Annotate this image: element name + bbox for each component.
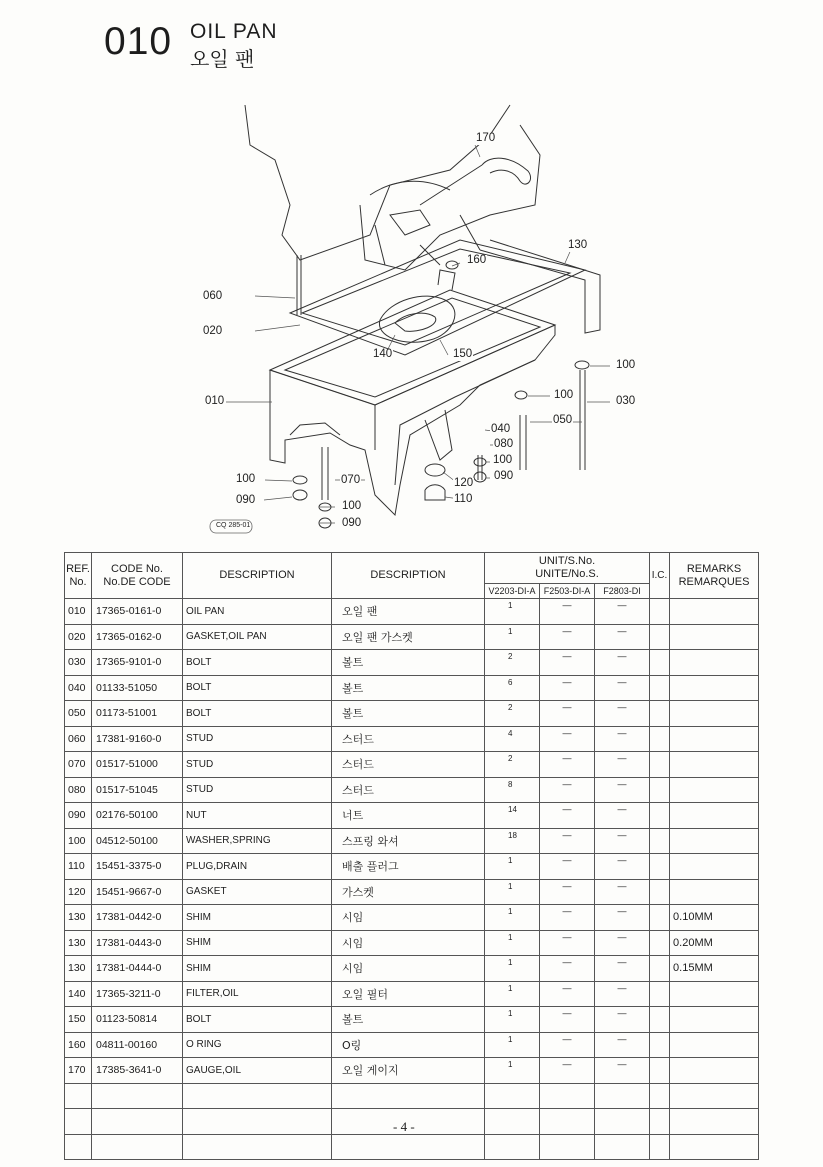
header-remarks-line1: REMARKS (686, 562, 742, 575)
row-qty-v2203: 1 (485, 1007, 540, 1033)
row-qty-f2503: — (540, 624, 595, 650)
row-ic (650, 803, 670, 829)
row-qty-f2503: — (540, 828, 595, 854)
row-qty-f2803: — (595, 675, 650, 701)
row-description-en: SHIM (183, 930, 332, 956)
table-row (65, 1134, 759, 1160)
row-code-no: 17365-9101-0 (92, 650, 183, 676)
row-ref-no: 050 (65, 701, 92, 727)
callout-020: 020 (203, 325, 223, 337)
row-qty-f2803 (595, 1134, 650, 1160)
row-description-en: BOLT (183, 650, 332, 676)
row-code-no (92, 1134, 183, 1160)
row-remarks (670, 777, 759, 803)
section-title-english: OIL PAN (190, 20, 278, 43)
row-code-no: 17381-9160-0 (92, 726, 183, 752)
row-qty-v2203: 1 (485, 879, 540, 905)
row-description-en: STUD (183, 752, 332, 778)
table-row (65, 701, 759, 727)
table-row (65, 956, 759, 982)
row-qty-v2203: 1 (485, 905, 540, 931)
callout-080: 080 (494, 438, 514, 450)
header-code (92, 553, 183, 599)
row-code-no: 02176-50100 (92, 803, 183, 829)
row-description-ko: 가스켓 (332, 879, 485, 905)
row-description-en: GASKET,OIL PAN (183, 624, 332, 650)
row-ic (650, 981, 670, 1007)
row-ic (650, 752, 670, 778)
row-description-ko: 볼트 (332, 701, 485, 727)
table-row (65, 1032, 759, 1058)
row-qty-f2803: — (595, 956, 650, 982)
row-ref-no: 120 (65, 879, 92, 905)
callout-090-b: 090 (236, 494, 256, 506)
row-ic (650, 1134, 670, 1160)
row-qty-f2803 (595, 1083, 650, 1109)
row-description-en: O RING (183, 1032, 332, 1058)
row-ic (650, 777, 670, 803)
row-qty-v2203: 1 (485, 854, 540, 880)
section-number: 010 (104, 20, 173, 63)
callout-090-a: 090 (494, 470, 514, 482)
table-row (65, 905, 759, 931)
row-description-en: GASKET (183, 879, 332, 905)
row-ic (650, 1007, 670, 1033)
row-qty-f2503: — (540, 956, 595, 982)
row-qty-f2803: — (595, 752, 650, 778)
row-qty-f2803: — (595, 1007, 650, 1033)
table-row (65, 803, 759, 829)
row-qty-f2503: — (540, 803, 595, 829)
row-description-en: GAUGE,OIL (183, 1058, 332, 1084)
header-unit-v2203: V2203-DI-A (485, 584, 540, 599)
callout-150: 150 (453, 348, 473, 360)
row-description-en: OIL PAN (183, 599, 332, 625)
header-unit-line1: UNIT/S.No. (538, 555, 596, 568)
row-ref-no: 070 (65, 752, 92, 778)
row-description-en: WASHER,SPRING (183, 828, 332, 854)
row-remarks (670, 803, 759, 829)
row-remarks (670, 1109, 759, 1135)
row-qty-f2503: — (540, 650, 595, 676)
header-unit (485, 553, 650, 584)
callout-120: 120 (454, 477, 474, 489)
row-description-ko: 볼트 (332, 650, 485, 676)
row-description-ko (332, 1134, 485, 1160)
row-qty-f2503: — (540, 1058, 595, 1084)
row-description-ko: O링 (332, 1032, 485, 1058)
row-ic (650, 726, 670, 752)
callout-100-d: 100 (236, 473, 256, 485)
row-remarks (670, 1007, 759, 1033)
row-qty-f2503: — (540, 675, 595, 701)
row-code-no: 01517-51045 (92, 777, 183, 803)
row-ic (650, 828, 670, 854)
row-qty-f2803: — (595, 905, 650, 931)
row-qty-v2203 (485, 1109, 540, 1135)
row-remarks (670, 1058, 759, 1084)
exploded-parts-diagram (190, 85, 650, 540)
row-code-no: 15451-9667-0 (92, 879, 183, 905)
callout-140: 140 (373, 348, 393, 360)
row-ic (650, 624, 670, 650)
table-row (65, 675, 759, 701)
row-ref-no: 080 (65, 777, 92, 803)
row-qty-f2803: — (595, 854, 650, 880)
callout-060: 060 (203, 290, 223, 302)
row-description-ko: 오일 게이지 (332, 1058, 485, 1084)
row-description-en: BOLT (183, 701, 332, 727)
row-description-en: BOLT (183, 675, 332, 701)
row-qty-f2503 (540, 1083, 595, 1109)
row-description-ko: 시임 (332, 956, 485, 982)
row-ref-no: 130 (65, 956, 92, 982)
row-ref-no: 060 (65, 726, 92, 752)
table-row (65, 650, 759, 676)
row-qty-f2503: — (540, 854, 595, 880)
header-unit-f2803: F2803-DI (595, 584, 650, 599)
callout-100-c: 100 (493, 454, 513, 466)
row-qty-v2203: 2 (485, 650, 540, 676)
row-remarks (670, 726, 759, 752)
row-description-en: STUD (183, 726, 332, 752)
row-qty-v2203: 1 (485, 1032, 540, 1058)
row-description-en (183, 1083, 332, 1109)
row-ref-no: 040 (65, 675, 92, 701)
row-code-no: 04811-00160 (92, 1032, 183, 1058)
row-ic (650, 930, 670, 956)
row-qty-f2803: — (595, 726, 650, 752)
header-unit-line2: UNITE/No.S. (535, 568, 599, 580)
table-row (65, 624, 759, 650)
table-row (65, 828, 759, 854)
row-remarks: 0.20MM (670, 930, 759, 956)
header-unit-f2503: F2503-DI-A (540, 584, 595, 599)
row-qty-v2203: 1 (485, 930, 540, 956)
table-row (65, 930, 759, 956)
row-remarks (670, 599, 759, 625)
row-ic (650, 1058, 670, 1084)
row-qty-f2503: — (540, 1007, 595, 1033)
table-row (65, 981, 759, 1007)
row-description-ko: 스터드 (332, 752, 485, 778)
row-ic (650, 1109, 670, 1135)
header-description-ko: DESCRIPTION (332, 553, 485, 599)
row-qty-f2803: — (595, 650, 650, 676)
header-remarks-line2: REMARQUES (678, 575, 750, 588)
table-row (65, 879, 759, 905)
row-ref-no: 030 (65, 650, 92, 676)
row-ic (650, 956, 670, 982)
row-ref-no: 150 (65, 1007, 92, 1033)
callout-100-a: 100 (616, 359, 636, 371)
row-ref-no: 110 (65, 854, 92, 880)
row-remarks (670, 879, 759, 905)
row-code-no: 01123-50814 (92, 1007, 183, 1033)
row-description-ko: 오일 필터 (332, 981, 485, 1007)
row-ref-no: 100 (65, 828, 92, 854)
row-code-no: 01517-51000 (92, 752, 183, 778)
row-qty-v2203 (485, 1134, 540, 1160)
row-ic (650, 675, 670, 701)
table-row (65, 1058, 759, 1084)
row-ref-no: 010 (65, 599, 92, 625)
row-code-no: 17365-0161-0 (92, 599, 183, 625)
row-remarks (670, 701, 759, 727)
row-ref-no: 170 (65, 1058, 92, 1084)
row-description-en: FILTER,OIL (183, 981, 332, 1007)
oil-pan-drawing (190, 85, 650, 540)
row-code-no (92, 1109, 183, 1135)
row-ref-no: 130 (65, 930, 92, 956)
row-ic (650, 905, 670, 931)
header-ref-line1: REF. (66, 562, 90, 575)
row-qty-v2203: 14 (485, 803, 540, 829)
row-description-ko: 시임 (332, 905, 485, 931)
row-ref-no: 090 (65, 803, 92, 829)
callout-030: 030 (616, 395, 636, 407)
row-ic (650, 1083, 670, 1109)
row-qty-v2203: 1 (485, 981, 540, 1007)
row-ref-no: 130 (65, 905, 92, 931)
row-description-ko: 볼트 (332, 1007, 485, 1033)
row-description-ko: 스프링 와셔 (332, 828, 485, 854)
callout-040: 040 (491, 423, 511, 435)
row-qty-v2203: 2 (485, 752, 540, 778)
row-description-en: BOLT (183, 1007, 332, 1033)
row-code-no: 17365-3211-0 (92, 981, 183, 1007)
callout-130: 130 (568, 239, 588, 251)
row-description-en: PLUG,DRAIN (183, 854, 332, 880)
row-qty-f2503: — (540, 701, 595, 727)
table-row (65, 752, 759, 778)
row-description-ko: 배출 플러그 (332, 854, 485, 880)
row-qty-f2503: — (540, 777, 595, 803)
header-ic: I.C. (650, 553, 670, 599)
row-qty-f2803: — (595, 624, 650, 650)
row-qty-v2203: 1 (485, 624, 540, 650)
callout-090-c: 090 (342, 517, 362, 529)
row-ic (650, 879, 670, 905)
row-remarks (670, 650, 759, 676)
row-qty-v2203 (485, 1083, 540, 1109)
row-ref-no: 160 (65, 1032, 92, 1058)
row-qty-f2803: — (595, 1032, 650, 1058)
row-description-en: STUD (183, 777, 332, 803)
row-remarks: 0.15MM (670, 956, 759, 982)
row-remarks (670, 1134, 759, 1160)
table-row (65, 1083, 759, 1109)
row-description-en (183, 1134, 332, 1160)
row-remarks (670, 675, 759, 701)
row-ref-no (65, 1134, 92, 1160)
row-code-no: 17381-0443-0 (92, 930, 183, 956)
callout-010: 010 (205, 395, 225, 407)
table-row (65, 854, 759, 880)
row-qty-f2503: — (540, 599, 595, 625)
row-description-ko: 볼트 (332, 675, 485, 701)
row-qty-v2203: 1 (485, 956, 540, 982)
row-ic (650, 701, 670, 727)
row-code-no: 04512-50100 (92, 828, 183, 854)
row-qty-f2803: — (595, 930, 650, 956)
diagram-stamp: CQ 285-01 (216, 522, 251, 529)
header-code-line1: CODE No. (111, 562, 163, 575)
row-qty-v2203: 8 (485, 777, 540, 803)
row-qty-f2503: — (540, 726, 595, 752)
row-qty-f2503 (540, 1134, 595, 1160)
header-ref (65, 553, 92, 599)
row-qty-f2803: — (595, 701, 650, 727)
page-number: - 4 - (393, 1119, 415, 1134)
row-qty-v2203: 4 (485, 726, 540, 752)
row-remarks (670, 1032, 759, 1058)
row-code-no: 17381-0442-0 (92, 905, 183, 931)
row-description-ko (332, 1083, 485, 1109)
row-remarks (670, 981, 759, 1007)
row-qty-f2803: — (595, 1058, 650, 1084)
callout-100-e: 100 (342, 500, 362, 512)
row-remarks (670, 752, 759, 778)
row-description-en: SHIM (183, 905, 332, 931)
callout-050: 050 (553, 414, 573, 426)
row-remarks (670, 828, 759, 854)
row-code-no: 01173-51001 (92, 701, 183, 727)
row-qty-f2503: — (540, 981, 595, 1007)
row-remarks: 0.10MM (670, 905, 759, 931)
callout-070: 070 (341, 474, 361, 486)
row-ic (650, 650, 670, 676)
row-qty-f2803: — (595, 828, 650, 854)
row-remarks (670, 624, 759, 650)
row-remarks (670, 1083, 759, 1109)
row-ref-no (65, 1109, 92, 1135)
table-row (65, 777, 759, 803)
row-description-ko: 시임 (332, 930, 485, 956)
row-qty-f2803: — (595, 981, 650, 1007)
row-qty-f2803: — (595, 777, 650, 803)
section-title-korean: 오일 팬 (190, 47, 255, 71)
header-remarks (670, 553, 759, 599)
table-row (65, 1007, 759, 1033)
row-description-en: SHIM (183, 956, 332, 982)
parts-table (64, 552, 759, 1160)
row-qty-v2203: 2 (485, 701, 540, 727)
header-description-en: DESCRIPTION (183, 553, 332, 599)
row-qty-v2203: 1 (485, 1058, 540, 1084)
callout-170: 170 (476, 132, 496, 144)
row-qty-f2803: — (595, 803, 650, 829)
row-ic (650, 854, 670, 880)
row-qty-f2503: — (540, 752, 595, 778)
row-code-no: 17365-0162-0 (92, 624, 183, 650)
row-ic (650, 1032, 670, 1058)
row-code-no: 17381-0444-0 (92, 956, 183, 982)
parts-table-body (65, 599, 759, 1160)
row-code-no: 17385-3641-0 (92, 1058, 183, 1084)
row-description-en (183, 1109, 332, 1135)
row-qty-v2203: 18 (485, 828, 540, 854)
row-code-no: 01133-51050 (92, 675, 183, 701)
row-qty-f2503 (540, 1109, 595, 1135)
row-qty-f2503: — (540, 905, 595, 931)
row-code-no: 15451-3375-0 (92, 854, 183, 880)
callout-110: 110 (454, 493, 473, 505)
row-qty-f2503: — (540, 879, 595, 905)
row-ref-no: 020 (65, 624, 92, 650)
row-qty-f2803 (595, 1109, 650, 1135)
row-description-ko: 오일 팬 (332, 599, 485, 625)
row-code-no (92, 1083, 183, 1109)
callout-160: 160 (467, 254, 487, 266)
row-description-en: NUT (183, 803, 332, 829)
row-qty-f2503: — (540, 930, 595, 956)
row-ref-no: 140 (65, 981, 92, 1007)
row-description-ko: 오일 팬 가스켓 (332, 624, 485, 650)
row-qty-f2503: — (540, 1032, 595, 1058)
row-description-ko: 스터드 (332, 726, 485, 752)
row-remarks (670, 854, 759, 880)
row-qty-v2203: 1 (485, 599, 540, 625)
row-description-ko: 너트 (332, 803, 485, 829)
table-row (65, 726, 759, 752)
row-qty-v2203: 6 (485, 675, 540, 701)
callout-100-b: 100 (554, 389, 574, 401)
header-ref-line2: No. (69, 575, 87, 588)
header-code-line2: No.DE CODE (103, 575, 171, 588)
row-ic (650, 599, 670, 625)
table-row (65, 599, 759, 625)
row-qty-f2803: — (595, 599, 650, 625)
row-qty-f2803: — (595, 879, 650, 905)
row-description-ko: 스터드 (332, 777, 485, 803)
row-ref-no (65, 1083, 92, 1109)
